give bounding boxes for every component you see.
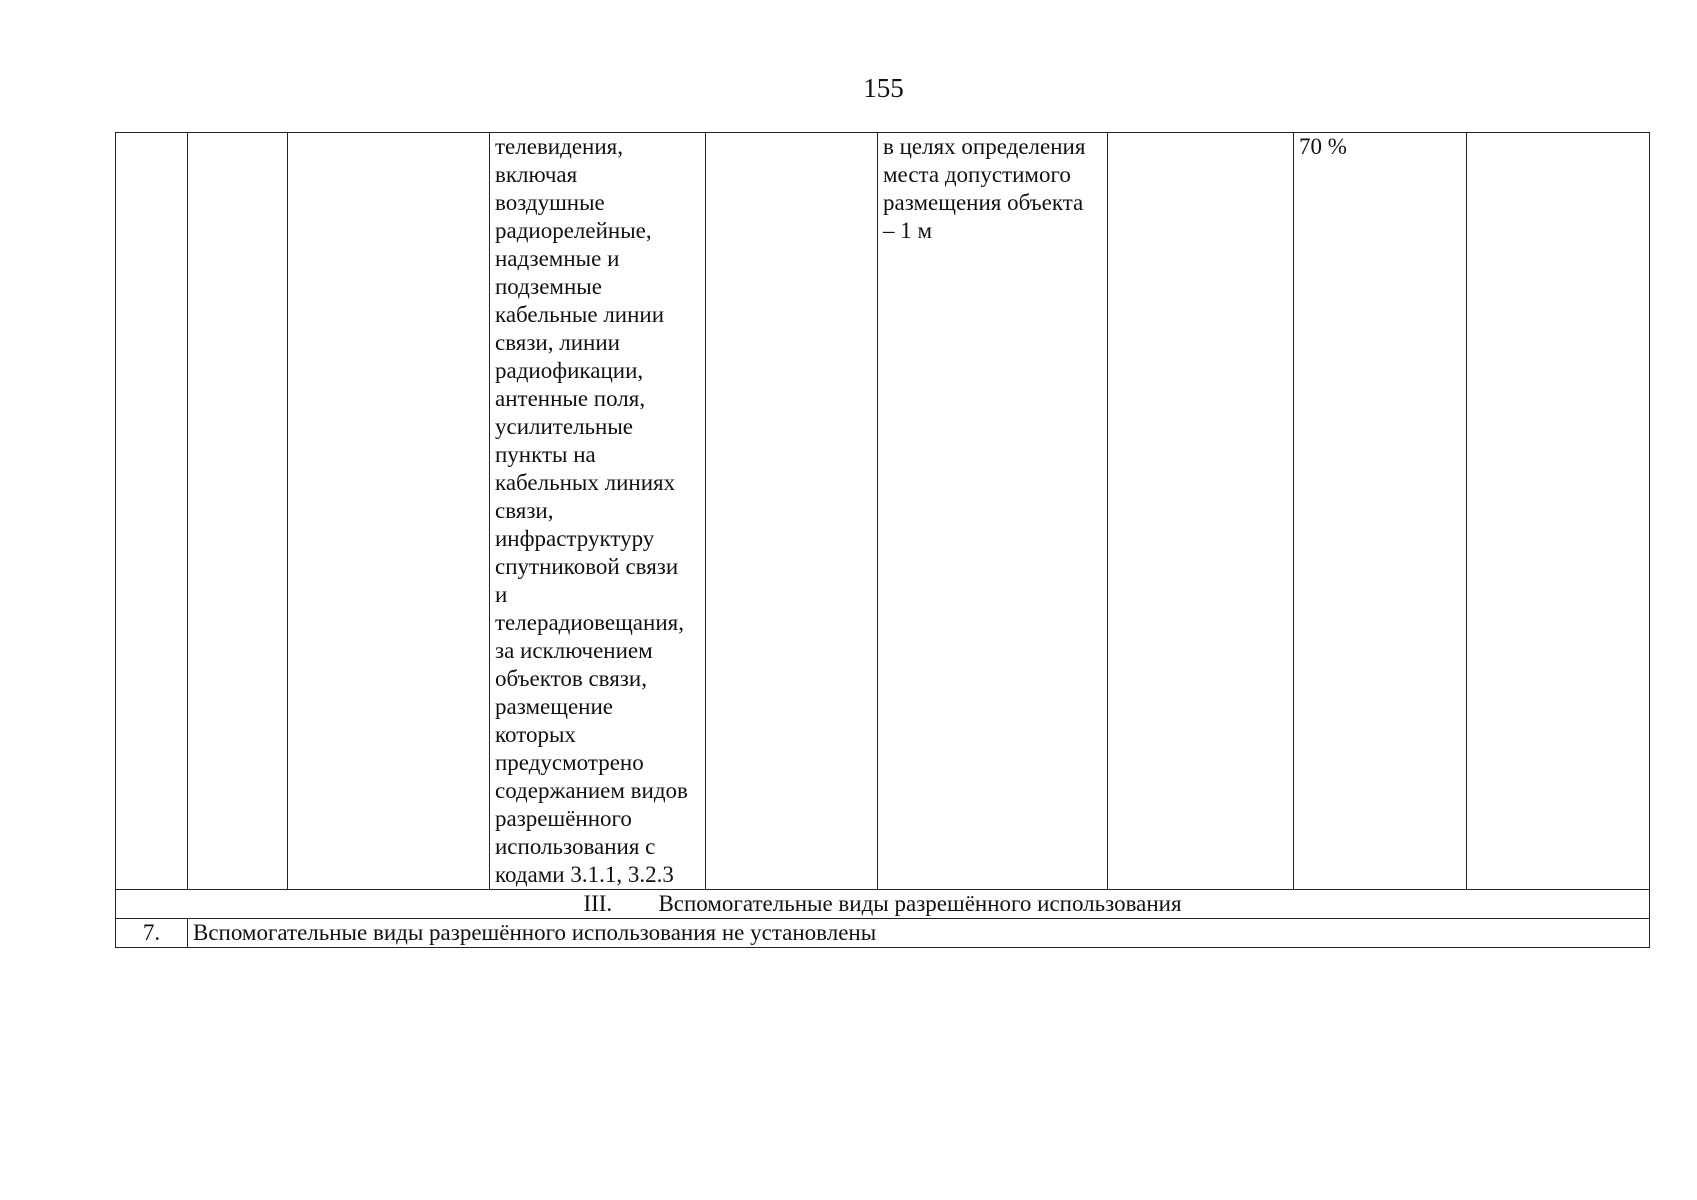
table-row-section bbox=[116, 890, 1650, 919]
section-number: III. bbox=[583, 891, 613, 916]
cell-col5 bbox=[706, 133, 878, 890]
cell-col3 bbox=[288, 133, 490, 890]
page-number: 155 bbox=[863, 73, 904, 103]
row-number: 7. bbox=[116, 919, 188, 948]
table-row-7 bbox=[116, 919, 1650, 948]
cell-col6-setback: в целях определения места допустимого размещения объекта – 1 м bbox=[878, 133, 1108, 890]
section-heading-cell bbox=[116, 890, 1650, 919]
cell-col9 bbox=[1467, 133, 1650, 890]
row-text: Вспомогательные виды разрешённого использования не установлены bbox=[188, 919, 1650, 948]
cell-col4-description: телевидения, включая воздушные радиорелейные, надземные и подземные кабельные линии связи, линии радиофикации, антенные поля, усилительные пункты на кабельных линиях связи, инфраструктуру спутниковой связи и телерадиовещания, за исключением объектов связи, размещение которых предусмотрено содержанием видов разрешённого использования с кодами 3.1.1, 3.2.3 bbox=[490, 133, 706, 890]
cell-col7 bbox=[1108, 133, 1294, 890]
table-row-continuation bbox=[116, 133, 1650, 890]
cell-col1 bbox=[116, 133, 188, 890]
cell-col2 bbox=[188, 133, 288, 890]
section-title: Вспомогательные виды разрешённого использования bbox=[658, 891, 1182, 916]
cell-col8-percentage: 70 % bbox=[1294, 133, 1467, 890]
regulations-table bbox=[115, 132, 1650, 948]
